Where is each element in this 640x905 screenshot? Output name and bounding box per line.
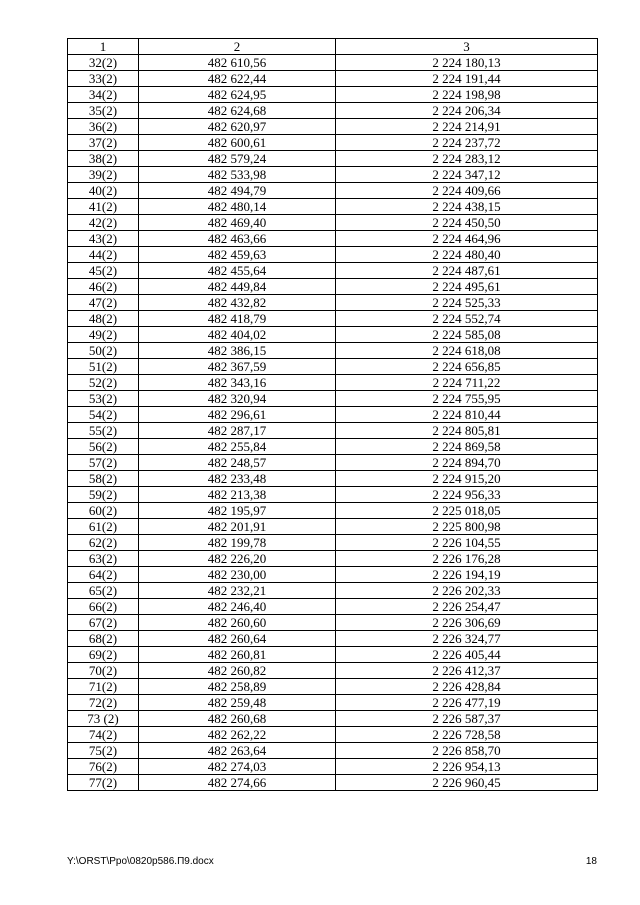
point-id-cell: 35(2) bbox=[68, 103, 139, 119]
y-coordinate-cell: 2 226 202,33 bbox=[336, 583, 598, 599]
y-coordinate-cell: 2 226 194,19 bbox=[336, 567, 598, 583]
point-id-cell: 67(2) bbox=[68, 615, 139, 631]
y-coordinate-cell: 2 224 656,85 bbox=[336, 359, 598, 375]
x-coordinate-cell: 482 287,17 bbox=[139, 423, 336, 439]
x-coordinate-cell: 482 262,22 bbox=[139, 727, 336, 743]
table-row bbox=[68, 375, 598, 391]
table-row bbox=[68, 199, 598, 215]
y-coordinate-cell: 2 224 915,20 bbox=[336, 471, 598, 487]
table-row bbox=[68, 487, 598, 503]
x-coordinate-cell: 482 248,57 bbox=[139, 455, 336, 471]
point-id-cell: 59(2) bbox=[68, 487, 139, 503]
point-id-cell: 44(2) bbox=[68, 247, 139, 263]
point-id-cell: 55(2) bbox=[68, 423, 139, 439]
table-row bbox=[68, 167, 598, 183]
x-coordinate-cell: 482 199,78 bbox=[139, 535, 336, 551]
table-row bbox=[68, 343, 598, 359]
table-row bbox=[68, 407, 598, 423]
y-coordinate-cell: 2 224 438,15 bbox=[336, 199, 598, 215]
table-row bbox=[68, 391, 598, 407]
y-coordinate-cell: 2 224 711,22 bbox=[336, 375, 598, 391]
x-coordinate-cell: 482 274,03 bbox=[139, 759, 336, 775]
header-cell-2: 2 bbox=[139, 39, 336, 55]
table-row bbox=[68, 231, 598, 247]
header-cell-1: 1 bbox=[68, 39, 139, 55]
x-coordinate-cell: 482 455,64 bbox=[139, 263, 336, 279]
point-id-cell: 77(2) bbox=[68, 775, 139, 791]
point-id-cell: 33(2) bbox=[68, 71, 139, 87]
y-coordinate-cell: 2 224 480,40 bbox=[336, 247, 598, 263]
x-coordinate-cell: 482 624,68 bbox=[139, 103, 336, 119]
point-id-cell: 71(2) bbox=[68, 679, 139, 695]
point-id-cell: 75(2) bbox=[68, 743, 139, 759]
y-coordinate-cell: 2 226 960,45 bbox=[336, 775, 598, 791]
point-id-cell: 57(2) bbox=[68, 455, 139, 471]
page-number: 18 bbox=[585, 856, 597, 867]
table-row bbox=[68, 311, 598, 327]
y-coordinate-cell: 2 226 428,84 bbox=[336, 679, 598, 695]
y-coordinate-cell: 2 224 464,96 bbox=[336, 231, 598, 247]
table-row bbox=[68, 647, 598, 663]
y-coordinate-cell: 2 224 956,33 bbox=[336, 487, 598, 503]
x-coordinate-cell: 482 386,15 bbox=[139, 343, 336, 359]
point-id-cell: 39(2) bbox=[68, 167, 139, 183]
point-id-cell: 34(2) bbox=[68, 87, 139, 103]
point-id-cell: 32(2) bbox=[68, 55, 139, 71]
table-row bbox=[68, 295, 598, 311]
table-row bbox=[68, 551, 598, 567]
y-coordinate-cell: 2 226 405,44 bbox=[336, 647, 598, 663]
y-coordinate-cell: 2 226 858,70 bbox=[336, 743, 598, 759]
y-coordinate-cell: 2 226 176,28 bbox=[336, 551, 598, 567]
point-id-cell: 49(2) bbox=[68, 327, 139, 343]
x-coordinate-cell: 482 624,95 bbox=[139, 87, 336, 103]
x-coordinate-cell: 482 480,14 bbox=[139, 199, 336, 215]
x-coordinate-cell: 482 459,63 bbox=[139, 247, 336, 263]
x-coordinate-cell: 482 620,97 bbox=[139, 119, 336, 135]
point-id-cell: 65(2) bbox=[68, 583, 139, 599]
x-coordinate-cell: 482 463,66 bbox=[139, 231, 336, 247]
y-coordinate-cell: 2 226 587,37 bbox=[336, 711, 598, 727]
y-coordinate-cell: 2 224 237,72 bbox=[336, 135, 598, 151]
table-row bbox=[68, 103, 598, 119]
table-row bbox=[68, 135, 598, 151]
table-row bbox=[68, 215, 598, 231]
y-coordinate-cell: 2 225 018,05 bbox=[336, 503, 598, 519]
point-id-cell: 45(2) bbox=[68, 263, 139, 279]
y-coordinate-cell: 2 226 254,47 bbox=[336, 599, 598, 615]
point-id-cell: 51(2) bbox=[68, 359, 139, 375]
y-coordinate-cell: 2 225 800,98 bbox=[336, 519, 598, 535]
y-coordinate-cell: 2 224 755,95 bbox=[336, 391, 598, 407]
y-coordinate-cell: 2 226 412,37 bbox=[336, 663, 598, 679]
x-coordinate-cell: 482 274,66 bbox=[139, 775, 336, 791]
x-coordinate-cell: 482 367,59 bbox=[139, 359, 336, 375]
table-row bbox=[68, 71, 598, 87]
point-id-cell: 52(2) bbox=[68, 375, 139, 391]
x-coordinate-cell: 482 233,48 bbox=[139, 471, 336, 487]
point-id-cell: 72(2) bbox=[68, 695, 139, 711]
y-coordinate-cell: 2 224 869,58 bbox=[336, 439, 598, 455]
y-coordinate-cell: 2 224 585,08 bbox=[336, 327, 598, 343]
y-coordinate-cell: 2 224 487,61 bbox=[336, 263, 598, 279]
point-id-cell: 68(2) bbox=[68, 631, 139, 647]
table-row bbox=[68, 247, 598, 263]
y-coordinate-cell: 2 224 206,34 bbox=[336, 103, 598, 119]
x-coordinate-cell: 482 320,94 bbox=[139, 391, 336, 407]
y-coordinate-cell: 2 224 805,81 bbox=[336, 423, 598, 439]
x-coordinate-cell: 482 622,44 bbox=[139, 71, 336, 87]
x-coordinate-cell: 482 259,48 bbox=[139, 695, 336, 711]
x-coordinate-cell: 482 213,38 bbox=[139, 487, 336, 503]
y-coordinate-cell: 2 226 954,13 bbox=[336, 759, 598, 775]
x-coordinate-cell: 482 533,98 bbox=[139, 167, 336, 183]
table-row bbox=[68, 183, 598, 199]
table-row bbox=[68, 279, 598, 295]
x-coordinate-cell: 482 258,89 bbox=[139, 679, 336, 695]
coordinates-table bbox=[67, 38, 598, 791]
y-coordinate-cell: 2 224 495,61 bbox=[336, 279, 598, 295]
x-coordinate-cell: 482 579,24 bbox=[139, 151, 336, 167]
point-id-cell: 40(2) bbox=[68, 183, 139, 199]
x-coordinate-cell: 482 404,02 bbox=[139, 327, 336, 343]
y-coordinate-cell: 2 224 198,98 bbox=[336, 87, 598, 103]
table-header-row bbox=[68, 39, 598, 55]
x-coordinate-cell: 482 232,21 bbox=[139, 583, 336, 599]
point-id-cell: 58(2) bbox=[68, 471, 139, 487]
point-id-cell: 70(2) bbox=[68, 663, 139, 679]
point-id-cell: 62(2) bbox=[68, 535, 139, 551]
point-id-cell: 56(2) bbox=[68, 439, 139, 455]
table-row bbox=[68, 631, 598, 647]
table-row bbox=[68, 519, 598, 535]
x-coordinate-cell: 482 260,64 bbox=[139, 631, 336, 647]
file-path: Y:\ORST\Ppo\0820p586.П9.docx bbox=[67, 856, 214, 867]
y-coordinate-cell: 2 224 283,12 bbox=[336, 151, 598, 167]
table-row bbox=[68, 455, 598, 471]
table-row bbox=[68, 743, 598, 759]
x-coordinate-cell: 482 260,82 bbox=[139, 663, 336, 679]
point-id-cell: 74(2) bbox=[68, 727, 139, 743]
point-id-cell: 66(2) bbox=[68, 599, 139, 615]
point-id-cell: 69(2) bbox=[68, 647, 139, 663]
x-coordinate-cell: 482 260,60 bbox=[139, 615, 336, 631]
table-row bbox=[68, 727, 598, 743]
table-row bbox=[68, 615, 598, 631]
point-id-cell: 63(2) bbox=[68, 551, 139, 567]
table-row bbox=[68, 679, 598, 695]
y-coordinate-cell: 2 224 810,44 bbox=[336, 407, 598, 423]
y-coordinate-cell: 2 224 525,33 bbox=[336, 295, 598, 311]
y-coordinate-cell: 2 226 728,58 bbox=[336, 727, 598, 743]
table-row bbox=[68, 327, 598, 343]
table-row bbox=[68, 583, 598, 599]
y-coordinate-cell: 2 224 618,08 bbox=[336, 343, 598, 359]
x-coordinate-cell: 482 343,16 bbox=[139, 375, 336, 391]
point-id-cell: 76(2) bbox=[68, 759, 139, 775]
x-coordinate-cell: 482 201,91 bbox=[139, 519, 336, 535]
x-coordinate-cell: 482 469,40 bbox=[139, 215, 336, 231]
point-id-cell: 46(2) bbox=[68, 279, 139, 295]
table-row bbox=[68, 503, 598, 519]
y-coordinate-cell: 2 224 450,50 bbox=[336, 215, 598, 231]
table-row bbox=[68, 55, 598, 71]
x-coordinate-cell: 482 260,81 bbox=[139, 647, 336, 663]
point-id-cell: 47(2) bbox=[68, 295, 139, 311]
table-row bbox=[68, 599, 598, 615]
table-row bbox=[68, 423, 598, 439]
y-coordinate-cell: 2 224 409,66 bbox=[336, 183, 598, 199]
x-coordinate-cell: 482 610,56 bbox=[139, 55, 336, 71]
y-coordinate-cell: 2 224 347,12 bbox=[336, 167, 598, 183]
y-coordinate-cell: 2 224 180,13 bbox=[336, 55, 598, 71]
x-coordinate-cell: 482 494,79 bbox=[139, 183, 336, 199]
point-id-cell: 43(2) bbox=[68, 231, 139, 247]
table-row bbox=[68, 759, 598, 775]
header-cell-3: 3 bbox=[336, 39, 598, 55]
table-row bbox=[68, 359, 598, 375]
table-row bbox=[68, 711, 598, 727]
x-coordinate-cell: 482 260,68 bbox=[139, 711, 336, 727]
x-coordinate-cell: 482 296,61 bbox=[139, 407, 336, 423]
x-coordinate-cell: 482 418,79 bbox=[139, 311, 336, 327]
y-coordinate-cell: 2 224 894,70 bbox=[336, 455, 598, 471]
table-row bbox=[68, 695, 598, 711]
y-coordinate-cell: 2 226 477,19 bbox=[336, 695, 598, 711]
table-row bbox=[68, 263, 598, 279]
point-id-cell: 54(2) bbox=[68, 407, 139, 423]
point-id-cell: 48(2) bbox=[68, 311, 139, 327]
y-coordinate-cell: 2 224 552,74 bbox=[336, 311, 598, 327]
point-id-cell: 50(2) bbox=[68, 343, 139, 359]
x-coordinate-cell: 482 226,20 bbox=[139, 551, 336, 567]
table-row bbox=[68, 567, 598, 583]
x-coordinate-cell: 482 263,64 bbox=[139, 743, 336, 759]
point-id-cell: 42(2) bbox=[68, 215, 139, 231]
point-id-cell: 53(2) bbox=[68, 391, 139, 407]
x-coordinate-cell: 482 195,97 bbox=[139, 503, 336, 519]
point-id-cell: 36(2) bbox=[68, 119, 139, 135]
point-id-cell: 37(2) bbox=[68, 135, 139, 151]
point-id-cell: 38(2) bbox=[68, 151, 139, 167]
table-row bbox=[68, 663, 598, 679]
point-id-cell: 64(2) bbox=[68, 567, 139, 583]
table-body bbox=[68, 39, 598, 791]
table-row bbox=[68, 119, 598, 135]
x-coordinate-cell: 482 246,40 bbox=[139, 599, 336, 615]
y-coordinate-cell: 2 226 104,55 bbox=[336, 535, 598, 551]
y-coordinate-cell: 2 226 306,69 bbox=[336, 615, 598, 631]
x-coordinate-cell: 482 432,82 bbox=[139, 295, 336, 311]
x-coordinate-cell: 482 600,61 bbox=[139, 135, 336, 151]
point-id-cell: 41(2) bbox=[68, 199, 139, 215]
x-coordinate-cell: 482 449,84 bbox=[139, 279, 336, 295]
x-coordinate-cell: 482 255,84 bbox=[139, 439, 336, 455]
point-id-cell: 60(2) bbox=[68, 503, 139, 519]
table-row bbox=[68, 535, 598, 551]
y-coordinate-cell: 2 224 214,91 bbox=[336, 119, 598, 135]
x-coordinate-cell: 482 230,00 bbox=[139, 567, 336, 583]
y-coordinate-cell: 2 226 324,77 bbox=[336, 631, 598, 647]
y-coordinate-cell: 2 224 191,44 bbox=[336, 71, 598, 87]
point-id-cell: 73 (2) bbox=[68, 711, 139, 727]
table-row bbox=[68, 471, 598, 487]
table-row bbox=[68, 439, 598, 455]
point-id-cell: 61(2) bbox=[68, 519, 139, 535]
table-row bbox=[68, 151, 598, 167]
table-row bbox=[68, 87, 598, 103]
table-row bbox=[68, 775, 598, 791]
